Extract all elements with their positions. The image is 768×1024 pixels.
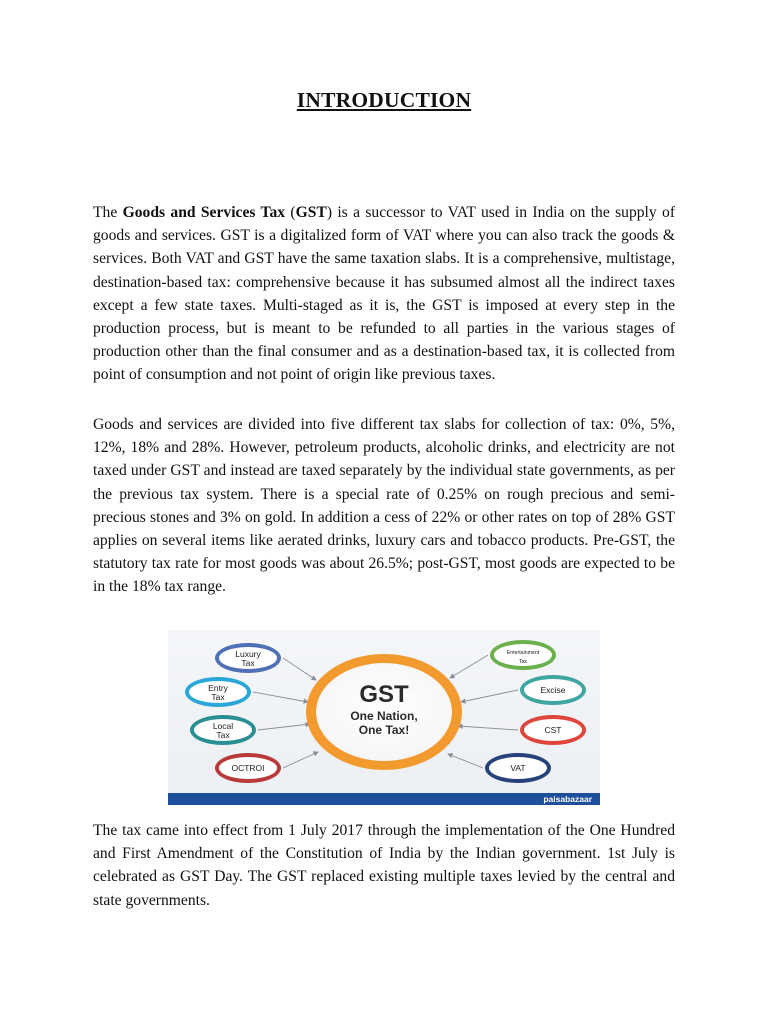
node-label-line2: Tax: [241, 658, 255, 668]
center-title: GST: [359, 681, 409, 708]
tax-node-right-2: [520, 715, 586, 745]
node-label: Entry: [208, 683, 228, 693]
connector-right-1: [461, 690, 518, 702]
node-label-line2: Tax: [216, 730, 230, 740]
tax-node-right-1: [520, 675, 586, 705]
connector-left-0: [283, 658, 316, 680]
page-title: INTRODUCTION: [296, 88, 472, 112]
node-label: OCTROI: [231, 763, 265, 773]
tax-node-right-0: [490, 640, 556, 670]
term-gst: GST: [295, 204, 327, 221]
term-goods-and-services-tax: Goods and Services Tax: [122, 204, 286, 221]
node-label: Excise: [540, 685, 566, 695]
paragraph-rest: ) is a successor to VAT used in India on the supply of goods and services. GST is a digitalized form of VAT where you can also track the goods & services. Both VAT and GST have the same taxation slabs. It is a comprehensive, multistage, destination-based tax: comprehensive because it has subsumed almost all the indirect taxes except a few state taxes. Multi-staged as it is, the GST is imposed at every step in the production process, but is meant to be refunded to all parties in the various stages of production other than the final consumer and as a destination-based tax, it is collected from point of consumption and not point of origin like previous taxes.: [93, 204, 676, 384]
paragraph-lead: The: [93, 204, 123, 221]
node-label: VAT: [510, 763, 526, 773]
node-label-line2: Tax: [211, 692, 225, 702]
connector-left-2: [258, 724, 310, 730]
tax-node-left-0: [215, 643, 281, 673]
node-label: CST: [544, 725, 562, 735]
effective-date-paragraph: The tax came into effect from 1 July 2017 through the implementation of the One Hundred and First Amendment of the Constitution of India by the Indian government. 1st July is celebrated as GST Day. The GST replaced existing multiple taxes levied by the central and state governments.: [93, 822, 675, 909]
center-ring: [306, 654, 462, 770]
center-line2: One Tax!: [358, 723, 410, 737]
connector-right-3: [448, 754, 483, 768]
connector-right-0: [450, 655, 488, 678]
brand-bar: [168, 793, 600, 805]
tax-node-right-3: [485, 753, 551, 783]
paragraph-mid: (: [285, 204, 296, 221]
node-label: Luxury: [235, 649, 261, 659]
gst-diagram: [168, 630, 600, 805]
node-label: Local: [212, 721, 234, 731]
node-label-line2: Tax: [518, 659, 528, 665]
tax-node-left-1: [185, 677, 251, 707]
connector-left-3: [283, 752, 318, 768]
gst-infographic: [168, 630, 600, 805]
tax-slabs-paragraph: Goods and services are divided into five different tax slabs for collection of tax: 0%, 5%, 12%, 18% and 28%. However, petroleum products, alcoholic drinks, and electricity are not taxed under GST and instead are taxed separately by the individual state governments, as per the previous tax system. There is a special rate of 0.25% on rough precious and semi-precious stones and 3% on gold. In addition a cess of 22% or other rates on top of 28% GST applies on several items like aerated drinks, luxury cars and tobacco products. Pre-GST, the statutory tax rate for most goods was about 26.5%; post-GST, most goods are expected to be in the 18% tax range.: [93, 416, 675, 596]
node-label: Entertainment: [506, 650, 540, 656]
connector-right-2: [458, 726, 518, 730]
tax-node-left-3: [215, 753, 281, 783]
connector-left-1: [253, 692, 308, 702]
center-line1: One Nation,: [350, 709, 418, 723]
intro-paragraph: [93, 201, 675, 387]
tax-node-left-2: [190, 715, 256, 745]
brand-logo: paisabazaar: [543, 794, 592, 804]
